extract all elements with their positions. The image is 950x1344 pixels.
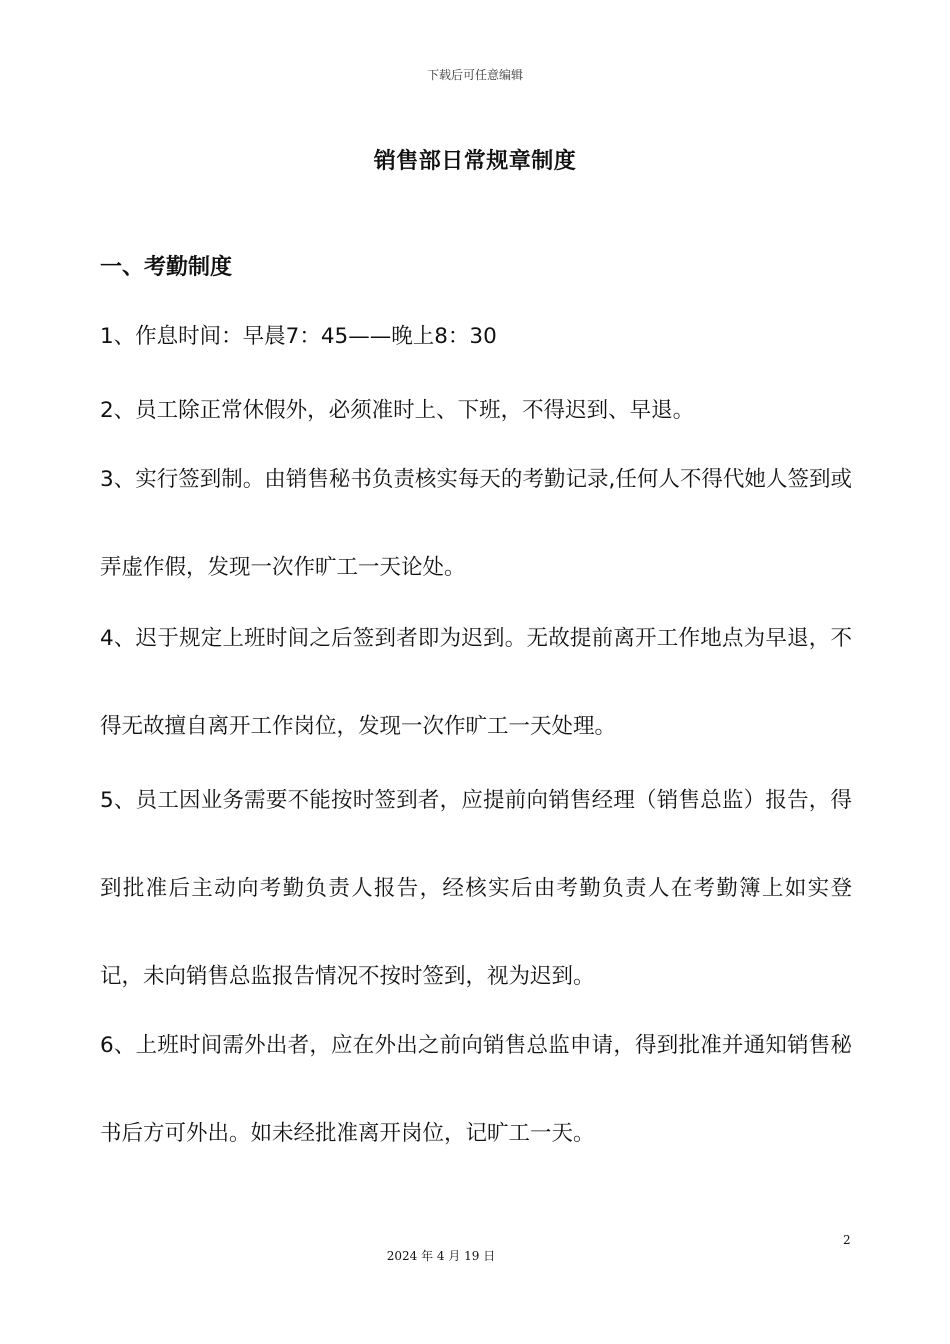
document-title: 销售部日常规章制度 xyxy=(373,149,577,174)
page-header-note: 下载后可任意编辑 xyxy=(426,68,523,82)
paragraph-6: 6、上班时间需外出者，应在外出之前向销售总监申请，得到批准并通知销售秘书后方可外出。如未经批准离开岗位，记旷工一天。 xyxy=(100,1033,852,1146)
footer-date: 2024 年 4 月 19 日 xyxy=(386,1249,496,1263)
paragraph-2: 2、员工除正常休假外，必须准时上、下班，不得迟到、早退。 xyxy=(100,398,695,423)
section-heading: 一、考勤制度 xyxy=(100,255,233,280)
paragraph-5: 5、员工因业务需要不能按时签到者，应提前向销售经理（销售总监）报告，得到批准后主动向考勤负责人报告，经核实后由考勤负责人在考勤簿上如实登记，未向销售总监报告情况不按时签到，视为迟到。 xyxy=(100,788,852,989)
paragraph-1: 1、作息时间：早晨7：45——晚上8：30 xyxy=(100,324,497,349)
paragraph-4: 4、迟于规定上班时间之后签到者即为迟到。无故提前离开工作地点为早退，不得无故擅自离开工作岗位，发现一次作旷工一天处理。 xyxy=(100,626,852,739)
paragraph-3: 3、实行签到制。由销售秘书负责核实每天的考勤记录,任何人不得代她人签到或弄虚作假，发现一次作旷工一天论处。 xyxy=(100,467,852,580)
page-number: 2 xyxy=(843,1233,851,1247)
